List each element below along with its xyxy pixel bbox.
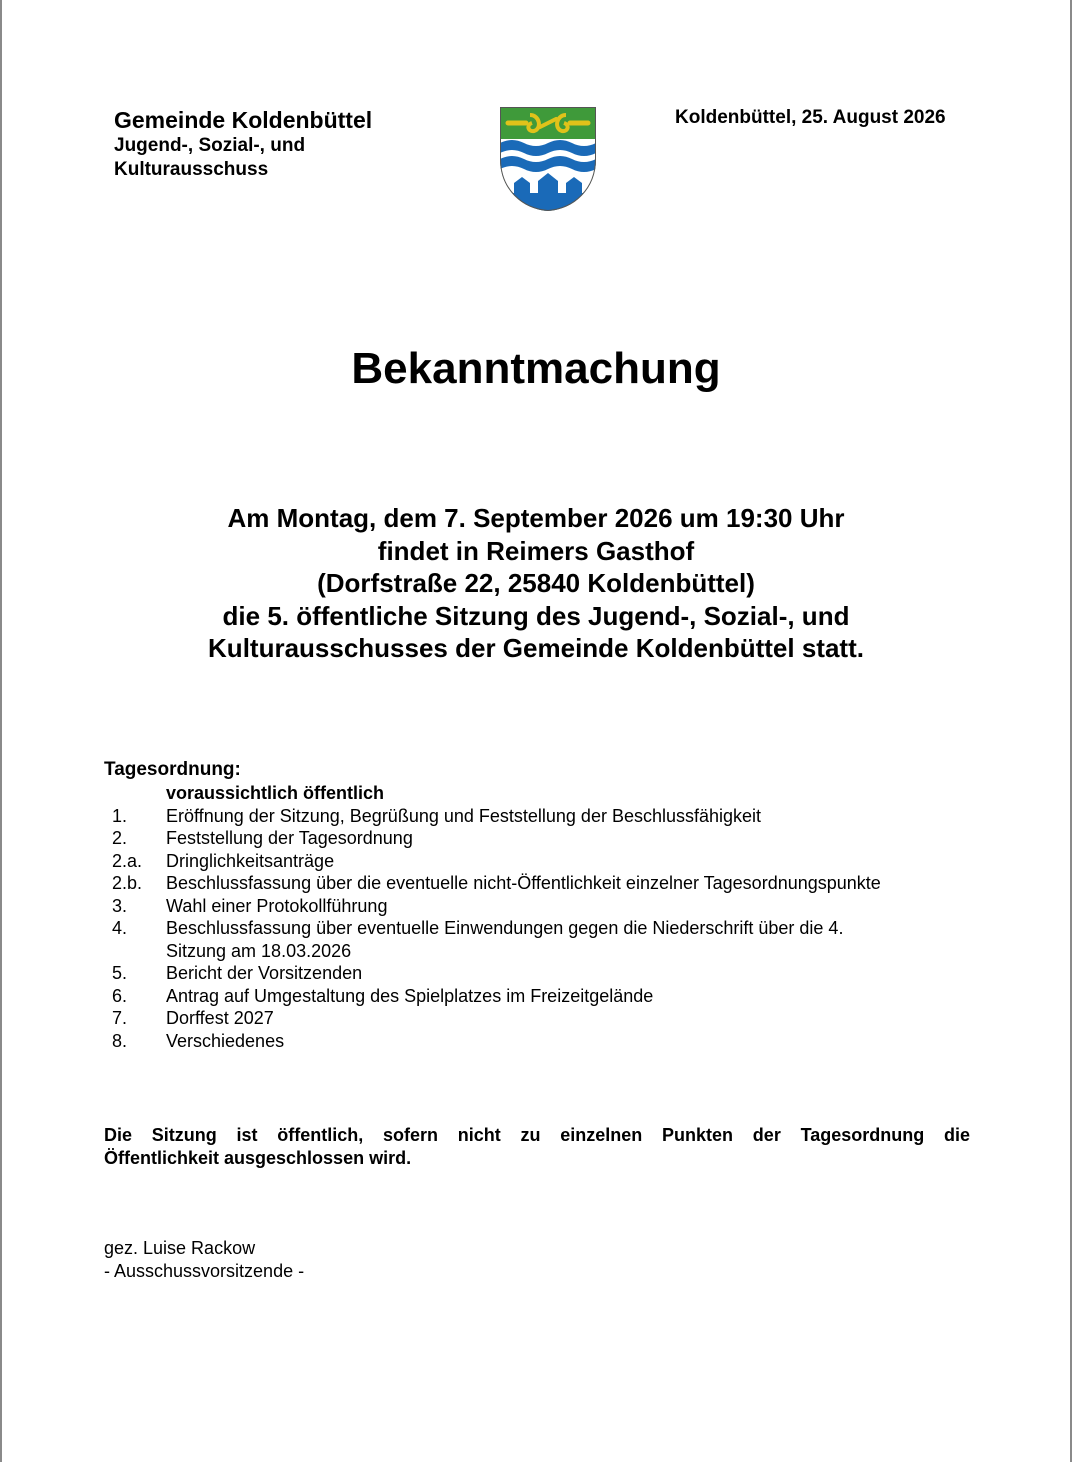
signature-name: gez. Luise Rackow: [104, 1238, 256, 1258]
agenda-item: [104, 827, 984, 850]
agenda-item-number: 5.: [112, 963, 128, 983]
agenda-item-text: Beschlussfassung über eventuelle Einwendungen gegen die Niederschrift über die 4.: [166, 918, 844, 938]
announcement-line: die 5. öffentliche Sitzung des Jugend-, Sozial-, und: [222, 600, 850, 631]
notice-line-1: Die Sitzung ist öffentlich, sofern nicht zu einzelnen Punkten der Tagesordnung die: [104, 1125, 970, 1145]
announcement-block: [0, 502, 1072, 665]
agenda-item-number: 8.: [112, 1030, 128, 1051]
notice-line-2: Öffentlichkeit ausgeschlossen wird.: [104, 1147, 412, 1168]
organization-name: Gemeinde Koldenbüttel: [114, 107, 373, 133]
agenda-item: [104, 872, 984, 895]
agenda-subheading: voraussichtlich öffentlich: [166, 783, 385, 803]
public-session-notice: [104, 1124, 970, 1169]
announcement-line: (Dorfstraße 22, 25840 Koldenbüttel): [317, 568, 755, 598]
agenda-item-number: 7.: [112, 1008, 128, 1028]
signature-role: - Ausschussvorsitzende -: [104, 1260, 305, 1281]
agenda-item-text: Beschlussfassung über die eventuelle nicht-Öffentlichkeit einzelner Tagesordnungspunkte: [166, 873, 881, 893]
agenda-item: [104, 985, 984, 1008]
agenda: [104, 758, 984, 1052]
committee-line-1: Jugend-, Sozial-, und: [114, 135, 306, 156]
agenda-item-number: 1.: [112, 805, 128, 826]
agenda-item-number: 2.: [112, 828, 128, 848]
agenda-item-number: 4.: [112, 918, 128, 938]
date-line: Koldenbüttel, 25. August 2026: [675, 107, 946, 128]
agenda-item-text: Dorffest 2027: [166, 1008, 274, 1028]
organization-block: [114, 106, 372, 182]
agenda-item-text: Dringlichkeitsanträge: [166, 850, 335, 871]
agenda-item-text: Verschiedenes: [166, 1030, 285, 1051]
coat-of-arms-icon: [500, 107, 596, 211]
committee-line-2: Kulturausschuss: [114, 159, 269, 180]
agenda-item: [104, 1030, 984, 1053]
agenda-item-text: Eröffnung der Sitzung, Begrüßung und Feststellung der Beschlussfähigkeit: [166, 805, 762, 826]
agenda-item-text-continued: Sitzung am 18.03.2026: [166, 940, 352, 961]
agenda-item-text: Bericht der Vorsitzenden: [166, 963, 363, 983]
agenda-item: [104, 1007, 984, 1030]
agenda-item-number: 6.: [112, 985, 128, 1006]
signature-block: [104, 1237, 304, 1282]
announcement-line: findet in Reimers Gasthof: [377, 535, 695, 566]
agenda-item-number: 3.: [112, 895, 128, 916]
agenda-item: [104, 895, 984, 918]
agenda-heading: Tagesordnung:: [104, 759, 241, 780]
agenda-item-number: 2.a.: [112, 850, 143, 871]
agenda-item: [104, 917, 984, 962]
announcement-line: Am Montag, dem 7. September 2026 um 19:30 Uhr: [227, 503, 845, 533]
agenda-item: [104, 805, 984, 828]
agenda-item-text: Antrag auf Umgestaltung des Spielplatzes im Freizeitgelände: [166, 985, 654, 1006]
page-border-left: [0, 0, 2, 1462]
agenda-item-text: Wahl einer Protokollführung: [166, 895, 388, 916]
agenda-item-number: 2.b.: [112, 873, 143, 893]
agenda-item: [104, 850, 984, 873]
agenda-item-text: Feststellung der Tagesordnung: [166, 828, 413, 848]
agenda-item: [104, 962, 984, 985]
document-title: Bekanntmachung: [351, 344, 721, 393]
announcement-line: Kulturausschusses der Gemeinde Koldenbüttel statt.: [208, 633, 864, 663]
